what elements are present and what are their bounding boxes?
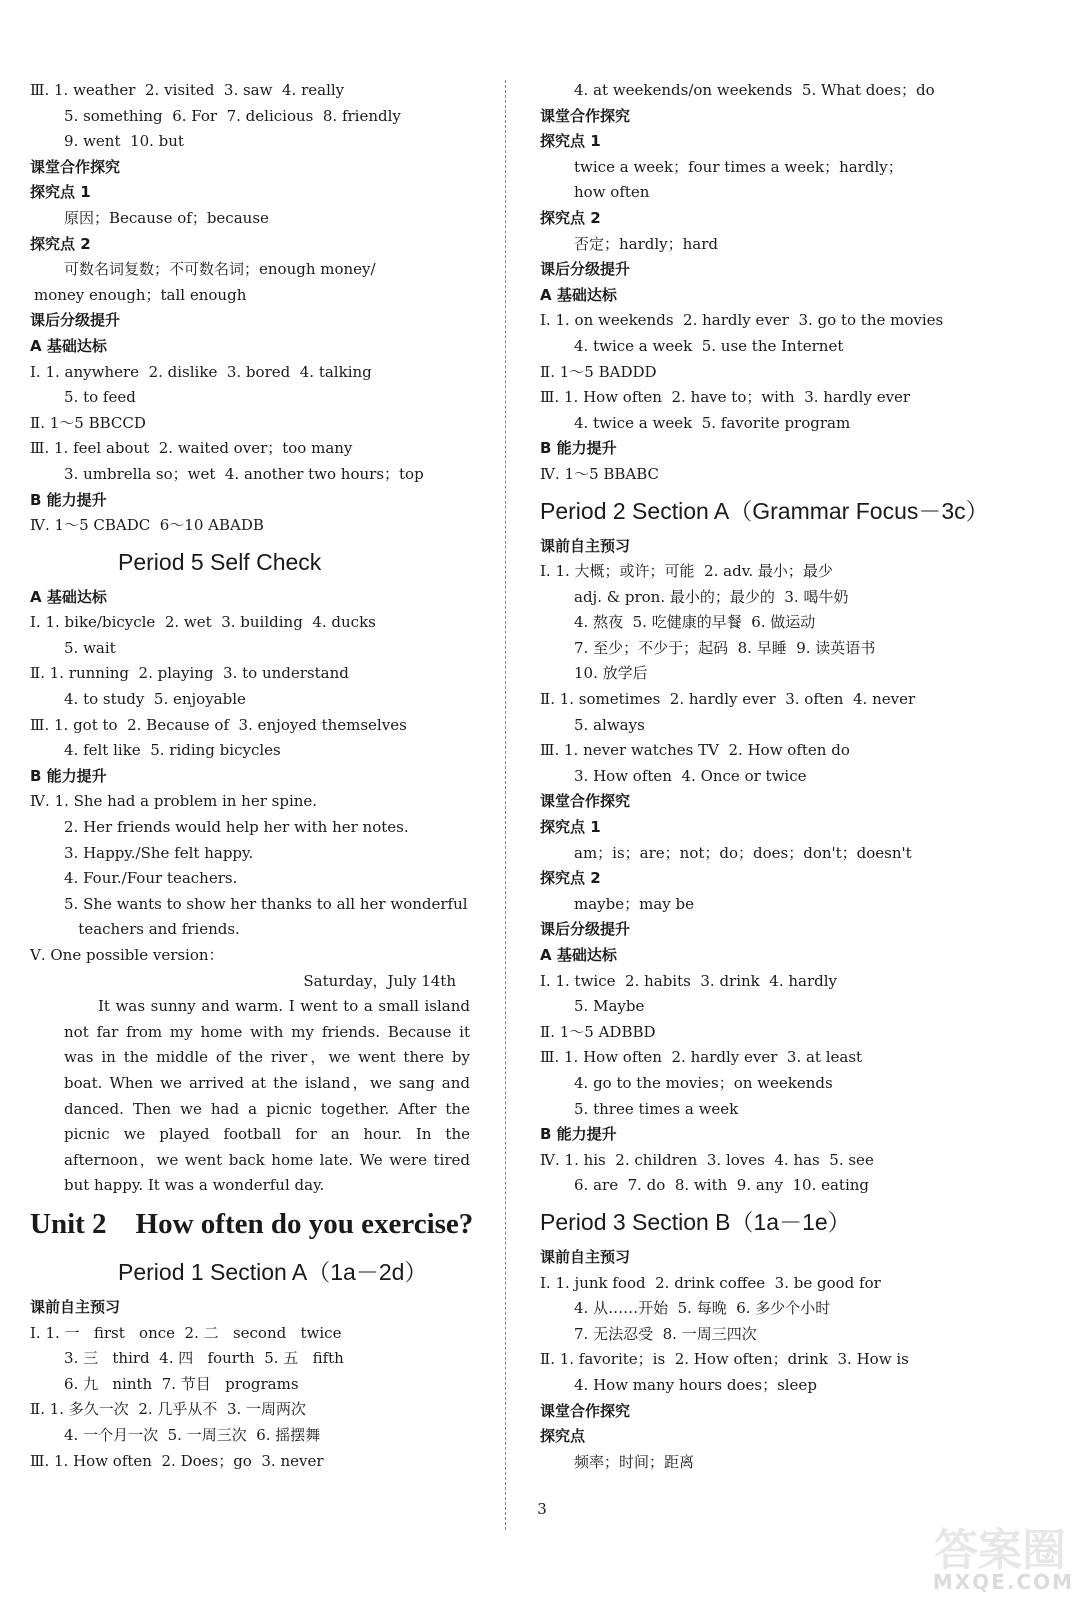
answer-line-indented: 5. wait [64,638,116,657]
section-heading: B 能力提升 [30,490,107,509]
section-heading: 探究点 1 [540,818,601,837]
answer-line: Ⅱ. 1. 多久一次 2. 几乎从不 3. 一周两次 [30,1400,307,1419]
answer-line: Ⅳ. 1. She had a problem in her spine. [30,792,318,811]
answer-line: Ⅲ. 1. feel about 2. waited over；too many [30,439,353,458]
answer-line-indented: 3. How often 4. Once or twice [574,766,807,785]
section-heading: B 能力提升 [540,439,617,458]
answer-line: Ⅲ. 1. How often 2. have to；with 3. hardly ever [540,388,911,407]
column-divider [505,80,506,1530]
answer-line: Ⅰ. 1. 大概；或许；可能 2. adv. 最小；最少 [540,562,833,581]
answer-line-indented: 4. 从……开始 5. 每晚 6. 多少个小时 [574,1299,831,1318]
answer-line-indented: 4. 一个月一次 5. 一周三次 6. 摇摆舞 [64,1425,321,1444]
answer-line: Ⅲ. 1. How often 2. Does；go 3. never [30,1451,324,1470]
answer-line-indented: 6. 九 ninth 7. 节目 programs [64,1374,299,1393]
watermark-logo [884,1514,1074,1594]
section-heading: 课后分级提升 [540,920,631,939]
answer-line-indented: 3. Happy./She felt happy. [64,843,254,862]
section-heading: B 能力提升 [540,1125,617,1144]
section-heading: 课堂合作探究 [540,1401,631,1420]
answer-line: Ⅳ. 1～5 CBADC 6～10 ABADB [30,516,264,535]
section-heading: A 基础达标 [30,587,107,606]
answer-line-indented: 4. How many hours does；sleep [574,1375,817,1394]
period-title: Period 2 Section A（Grammar Focus－3c） [540,497,989,524]
page-number: 3 [537,1500,547,1518]
answer-line-indented: am；is；are；not；do；does；don't；doesn't [574,843,912,862]
answer-line: Ⅰ. 1. anywhere 2. dislike 3. bored 4. talking [30,362,372,381]
answer-line-indented: 5. three times a week [574,1099,739,1118]
section-heading: 课堂合作探究 [540,792,631,811]
answer-line: Ⅰ. 1. junk food 2. drink coffee 3. be good for [540,1273,881,1292]
section-heading: 探究点 [540,1427,586,1446]
answer-line: Ⅱ. 1～5 BBCCD [30,413,146,432]
answer-line-indented: 10. 放学后 [574,664,648,683]
section-heading: 探究点 1 [30,183,91,202]
answer-line-indented: 3. 三 third 4. 四 fourth 5. 五 fifth [64,1349,344,1368]
answer-line: Ⅴ. One possible version： [30,946,224,964]
section-heading: A 基础达标 [540,946,617,964]
section-heading: 课前自主预习 [540,536,631,555]
answer-line: Ⅰ. 1. bike/bicycle 2. wet 3. building 4. ducks [30,613,376,632]
answer-line: Ⅲ. 1. weather 2. visited 3. saw 4. really [30,81,345,99]
unit-title: Unit 2 How often do you exercise? [30,1207,474,1240]
answer-line-indented: 4. twice a week 5. use the Internet [574,336,844,355]
answer-line-indented: how often [574,183,650,202]
answer-line: Ⅱ. 1. sometimes 2. hardly ever 3. often 4. never [540,690,916,709]
answer-line-indented: 7. 至少；不少于；起码 8. 早睡 9. 读英语书 [574,638,876,657]
answer-line: Ⅱ. 1. running 2. playing 3. to understand [30,664,349,683]
answer-line-indented: 4. Four./Four teachers. [64,869,238,888]
answer-line-indented: twice a week；four times a week；hardly； [574,157,903,176]
answer-line-indented: 4. go to the movies；on weekends [574,1073,833,1092]
answer-line: Ⅳ. 1. his 2. children 3. loves 4. has 5. see [540,1150,874,1169]
answer-line-indented: 否定；hardly；hard [574,234,719,253]
period-title: Period 1 Section A（1a－2d） [118,1258,428,1285]
answer-line-indented: 可数名词复数；不可数名词；enough money/ [64,260,376,279]
answer-line: Ⅲ. 1. How often 2. hardly ever 3. at least [540,1048,863,1067]
watermark-url: MXQE.COM [932,1570,1074,1594]
answer-line-indented: 频率；时间；距离 [574,1452,695,1471]
section-heading: 探究点 2 [540,869,601,888]
model-essay: It was sunny and warm. I went to a small island not far from my home with my friends. Because it was in the middle of the river，we went there by boat. When we arrived at the island，we sang and danced. Then we had a picnic together. After the picnic we played football for an hour. In the afternoon，we went back home late. We were tired but happy. It was a wonderful day. [64,997,470,1195]
section-heading: 课前自主预习 [30,1297,121,1316]
answer-line-indented: 4. at weekends/on weekends 5. What does；do [574,81,935,99]
section-heading: 探究点 2 [30,234,91,253]
answer-line-indented: 2. Her friends would help her with her notes. [64,818,409,837]
section-heading: B 能力提升 [30,766,107,785]
answer-line-indented: 6. are 7. do 8. with 9. any 10. eating [574,1176,870,1195]
answer-line-continued: money enough；tall enough [34,285,247,304]
section-heading: 探究点 2 [540,208,601,227]
answer-line-indented: 5. She wants to show her thanks to all her wonderful [64,894,468,913]
answer-line-indented: 5. to feed [64,388,136,407]
answer-line-indented: 4. felt like 5. riding bicycles [64,741,281,760]
section-heading: A 基础达标 [30,336,107,355]
answer-line: Ⅳ. 1～5 BBABC [540,464,660,483]
section-heading: 课堂合作探究 [30,157,121,176]
section-heading: 课堂合作探究 [540,106,631,125]
answer-line-indented: 7. 无法忍受 8. 一周三四次 [574,1324,757,1343]
period-title: Period 5 Self Check [118,548,322,575]
left-column [30,78,474,1474]
answer-line-indented: 5. Maybe [574,997,645,1016]
right-column [540,78,990,1475]
answer-line: Ⅱ. 1～5 ADBBD [540,1022,656,1041]
answer-line: Ⅰ. 1. 一 first once 2. 二 second twice [30,1323,342,1342]
answer-line: Ⅰ. 1. twice 2. habits 3. drink 4. hardly [540,971,838,990]
answer-line-indented: adj. & pron. 最小的；最少的 3. 喝牛奶 [574,587,849,606]
answer-line-indented: 原因；Because of；because [64,208,269,227]
section-heading: 探究点 1 [540,132,601,151]
answer-line-indented: 5. something 6. For 7. delicious 8. friendly [64,106,401,125]
answer-line: Ⅰ. 1. on weekends 2. hardly ever 3. go to the movies [540,311,944,330]
answer-line-indented: maybe；may be [574,894,695,913]
watermark-chinese: 答案圈 [934,1525,1066,1576]
answer-line-indented: 4. to study 5. enjoyable [64,690,246,709]
answer-line: Ⅱ. 1. favorite；is 2. How often；drink 3. How is [540,1350,909,1369]
letter-date: Saturday，July 14th [303,971,456,990]
section-heading: A 基础达标 [540,285,617,304]
answer-line: Ⅱ. 1～5 BADDD [540,362,657,381]
period-title: Period 3 Section B（1a－1e） [540,1208,851,1235]
answer-line-indented: 4. twice a week 5. favorite program [574,413,851,432]
answer-line-indented: 5. always [574,715,645,734]
answer-line-indented: 3. umbrella so；wet 4. another two hours；top [64,464,424,483]
answer-line-indented: 4. 熬夜 5. 吃健康的早餐 6. 做运动 [574,613,816,632]
answer-line: Ⅲ. 1. got to 2. Because of 3. enjoyed themselves [30,715,407,734]
answer-line-indented: teachers and friends. [64,920,240,939]
answer-line-indented: 9. went 10. but [64,132,184,151]
section-heading: 课前自主预习 [540,1247,631,1266]
section-heading: 课后分级提升 [30,311,121,330]
answer-line: Ⅲ. 1. never watches TV 2. How often do [540,741,850,760]
section-heading: 课后分级提升 [540,260,631,279]
